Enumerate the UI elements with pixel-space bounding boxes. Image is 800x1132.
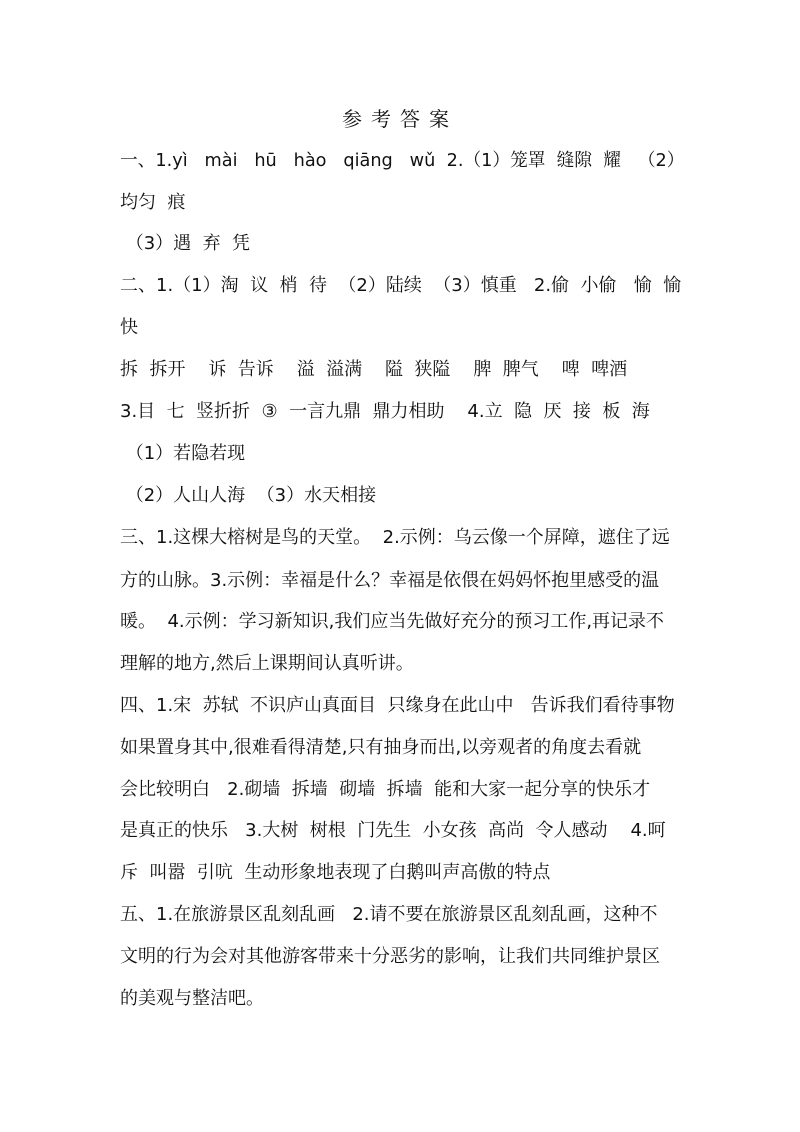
answer-line: 四、1.宋 苏轼 不识庐山真面目 只缘身在此山中 告诉我们看待事物 — [120, 695, 675, 716]
answer-line: 二、1.（1）淘 议 梢 待 （2）陆续 （3）慎重 2.偷 小偷 愉 愉 — [120, 275, 682, 296]
page-title: 参考答案 — [342, 107, 458, 131]
answer-line: 三、1.这棵大榕树是鸟的天堂。 2.示例：乌云像一个屏障，遮住了远 — [120, 527, 670, 548]
answer-line: （1）若隐若现 — [120, 443, 246, 464]
answer-line: 拆 拆开 诉 告诉 溢 溢满 隘 狭隘 脾 脾气 啤 啤酒 — [120, 359, 628, 380]
answer-line: 一、1.yì mài hū hào qiāng wǔ 2.（1）笼罩 缝隙 耀 （2） — [120, 150, 685, 171]
answer-line: 文明的行为会对其他游客带来十分恶劣的影响，让我们共同维护景区 — [120, 946, 660, 967]
answer-line: 暖。 4.示例：学习新知识,我们应当先做好充分的预习工作,再记录不 — [120, 611, 665, 632]
answer-line: 均匀 痕 — [120, 192, 186, 213]
answer-line: 的美观与整洁吧。 — [120, 988, 264, 1009]
answer-line: 理解的地方,然后上课期间认真听讲。 — [120, 653, 414, 674]
answer-line: 是真正的快乐 3.大树 树根 门先生 小女孩 高尚 令人感动 4.呵 — [120, 820, 666, 841]
answer-line: 3.目 七 竖折折 ③ 一言九鼎 鼎力相助 4.立 隐 厌 接 板 海 — [120, 401, 650, 422]
answer-line: （2）人山人海 （3）水天相接 — [120, 485, 377, 506]
answer-line: （3）遇 弃 凭 — [120, 233, 251, 254]
answer-line: 五、1.在旅游景区乱刻乱画 2.请不要在旅游景区乱刻乱画，这种不 — [120, 904, 658, 925]
answer-line: 方的山脉。3.示例：幸福是什么？幸福是依偎在妈妈怀抱里感受的温 — [120, 570, 660, 591]
answer-line: 斥 叫嚣 引吭 生动形象地表现了白鹅叫声高傲的特点 — [120, 862, 551, 883]
answer-line: 会比较明白 2.砌墙 拆墙 砌墙 拆墙 能和大家一起分享的快乐才 — [120, 779, 651, 800]
answer-line: 如果置身其中,很难看得清楚,只有抽身而出,以旁观者的角度去看就 — [120, 737, 642, 758]
answer-line: 快 — [120, 317, 138, 338]
